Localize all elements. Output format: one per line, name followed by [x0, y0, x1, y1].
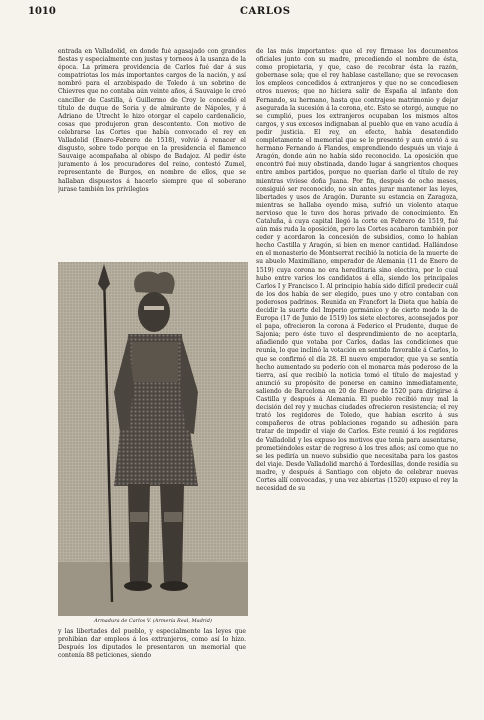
paragraph: de las más importantes: que el rey firmase los documentos oficiales junto con su madre, precediendo el nombre de ésta, como propietaria, y que, caso de recobrar ésta la razón, gobernase sola; que el rey hablase castellano; que se revocasen los empleos concedidos á extranjeros y que no se concediesen otros nuevos; que no hiciera salir de España al infante don Fernando, su hermano, hasta que contrajese matrimonio y dejar asegurada la sucesión á la corona, etc. Esto se otorgó, aunque no se cumplió, pues los extranjeros ocupaban los mismos altos cargos, y sus excesos indignaban al pueblo que en vano acudía á pedir justicia. El rey, en efecto, había desatendido completamente el memorial que se le presentó y aun envió á su hermano Fernando á Flandes, emprendiendo después un viaje á Aragón, donde aún no había sido reconocido. La oposición que encontró fué muy obstinada, dando lugar á sangrientos choques entre ambos partidos, porque no querían darle el título de rey mientras viviese doña Juana. Por fin, después de ocho meses, consiguió ser reconocido, no sin antes jurar mantener las leyes, libertades y usos de Aragón. Durante su estancia en Zaragoza, mientras se hallaba oyendo misa, sufrió un violento ataque nervioso que le tuvo dos horas privado de conocimiento. En Cataluña, á cuya capital llegó la corte en Febrero de 1519, fué aún más ruda la oposición, pero las Cortes acabaron también por ceder y acordaron la concesión de subsidios, como lo habían hecho Castilla y Aragón, si bien en menor cantidad. Hallándose en el monasterio de Montserrat recibió la noticia de la muerte de su abuelo Maximiliano, emperador de Alemania (11 de Enero de 1519) cuya corona no era hereditaria sino electiva, por lo cual hubo entre varios los candidatos á ella, siendo los principales Carlos I y Francisco I. Al principio había sido difícil predecir cuál de los dos había de ser elegido, pues uno y otro contaban con poderosos padrinos. Reunida en Francfort la Dieta que había de decidir la suerte del Imperio germánico y de cierto modo la de Europa (17 de Junio de 1519) los siete electores, aconsejados por el papa, ofrecieron la corona á Federico el Prudente, duque de Sajonia; pero éste tuvo el desprendimiento de no aceptarla, añadiendo que votaba por Carlos, dadas las condiciones que reunía, lo que inclinó la votación en sentido favorable á Carlos, lo que se confirmó el día 28. El nuevo emperador, que ya se sentía hecho aumentado su poderío con el monarca más poderoso de la tierra, así que recibió la noticia tomó el título de majestad y anunció su propósito de ponerse en camino inmediatamente, saliendo de Barcelona en 20 de Enero de 1520 para dirigirse á Castilla y después á Alemania. El pueblo recibió muy mal la decisión del rey y muchas ciudades ofrecieron resistencia; el rey trató los regidores de Toledo, que habían escrito á sus compañeros de otras poblaciones rogando su adhesión para tratar de impedir el viaje de Carlos. Este reunió á los regidores de Valladolid y les expuso los motivos que tenía para ausentarse, prometiéndoles estar de regreso á los tres años; así como que no se les pediría un nuevo subsidio que necesitaba para los gastos del viaje. Desde Valladolid marchó á Tordesillas, donde residía su madre, y después á Santiago con objeto de celebrar nuevas Cortes allí convocadas, y una vez abiertas (1520) expuso el rey la necesidad de su: [256, 48, 458, 493]
running-head: CARLOS: [240, 6, 291, 17]
paragraph: y las libertades del pueblo, y especialmente las leyes que prohibían dar empleos á los extranjeros, como así lo hizo. Después los diputados le presentaron un memorial que contenía 88 peticiones, siendo: [58, 628, 246, 660]
left-column-text-top: [58, 48, 246, 260]
armor-engraving-image: [58, 262, 248, 616]
page-number: 1010: [28, 6, 56, 17]
figure-caption: Armadura de Carlos V. (Armería Real, Madrid): [94, 618, 212, 624]
paragraph: entrada en Valladolid, en donde fué agasajado con grandes fiestas y especialmente con justas y torneos á la usanza de la época. La primera providencia de Carlos fué dar á sus compatriotas los más importantes cargos de la nación, y así nombró para el arzobispado de Toledo á un sobrino de Chievres que no contaba aún veinte años, á Sauvaige le creó canciller de Castilla, á Guillermo de Croy le concedió el título de duque de Soria y de almirante de Nápoles, y á Adriano de Utrecht le hizo otorgar el capelo cardenalicio, cosas que produjeron gran descontento. Con motivo de celebrarse las Cortes que había convocado el rey en Valladolid (Enero-Febrero de 1518), volvió á renacer el disgusto, sobre todo porque en la presidencia el flamenco Sauvaige acompañaba al obispo de Badajoz. Al pedir éste juramento á los procuradores del reino, contestó Zumel, representante de Burgos, en nombre de ellos, que se hallaban dispuestos á hacerlo siempre que el soberano jurase también los privilegios: [58, 48, 246, 193]
armor-illustration: [58, 262, 248, 616]
left-column-text-bottom: [58, 628, 246, 694]
page-header: [28, 6, 468, 22]
right-column-text: [256, 48, 458, 708]
